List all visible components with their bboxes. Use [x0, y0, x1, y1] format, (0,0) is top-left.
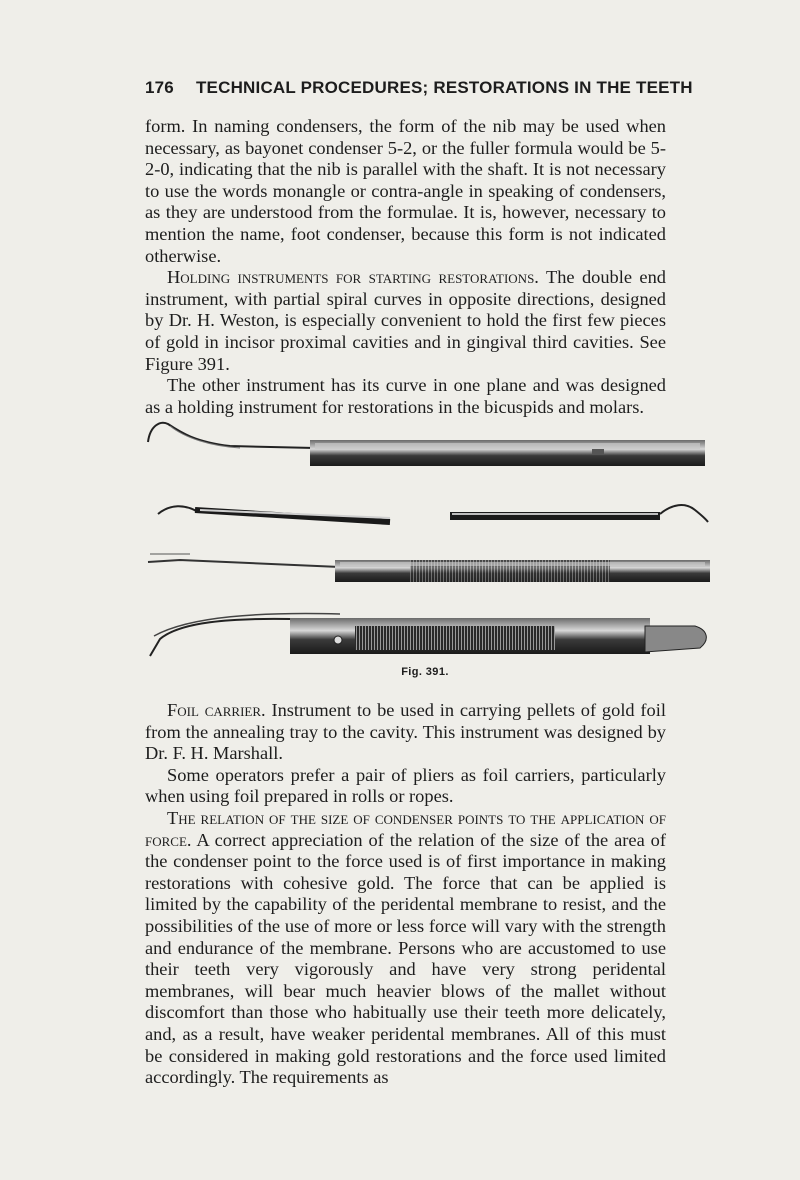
instrument-3 [148, 554, 710, 582]
figure-caption: Fig. 391. [401, 666, 449, 678]
text-block-bottom [145, 700, 666, 1089]
running-header [145, 78, 693, 98]
page-number: 176 [145, 78, 174, 97]
instrument-2 [158, 505, 708, 522]
paragraph-holding-instruments-body: The double end instrument, with partial spiral curves in opposite directions, designed by Dr. H. Weston, is especially convenient to hold the first few pieces of gold in incisor proximal cavities and in gingival third cavities. See Figure 391. [145, 267, 666, 374]
paragraph-condenser-force [145, 808, 666, 1089]
section-heading-foil-carrier: Foil carrier. [167, 700, 266, 720]
paragraph-foil-carrier [145, 700, 666, 765]
instrument-illustration [140, 404, 710, 659]
paragraph-holding-instruments [145, 267, 666, 375]
running-title: TECHNICAL PROCEDURES; RESTORATIONS IN THE TEETH [195, 78, 693, 97]
paragraph-other-instrument: The other instrument has its curve in one plane and was designed as a holding instrument for restorations in the bicuspids and molars. [145, 375, 666, 417]
text-block-top [145, 116, 666, 418]
instrument-4 [150, 614, 706, 656]
figure-391 [140, 404, 710, 684]
paragraph-foil-carrier-body: Instrument to be used in carrying pellets of gold foil from the annealing tray to the cavity. This instrument was designed by Dr. F. H. Marshall. [145, 700, 666, 764]
section-heading-holding-instruments: Holding instruments for starting restorations. [167, 267, 539, 288]
instrument-1 [148, 423, 705, 466]
paragraph-condenser-naming: form. In naming condensers, the form of the nib may be used when necessary, as bayonet condenser 5-2, or the fuller formula would be 5-2-0, indicating that the nib is parallel with the shaft. It is not necessary to use the words monangle or contra-angle in speaking of condensers, as they are understood from the formulae. It is, however, necessary to mention the name, foot condenser, because this form is not indicated otherwise. [145, 116, 666, 266]
paragraph-pliers: Some operators prefer a pair of pliers as foil carriers, particularly when using foil prepared in rolls or ropes. [145, 764, 666, 807]
section-heading-condenser-force: The relation of the size of condenser points to the application of force. [145, 807, 666, 850]
paragraph-condenser-force-body: A correct appreciation of the relation of the size of the area of the condenser point to the force used is of first importance in making restorations with cohesive gold. The force that can be applied is limited by the capability of the peridental membrane to resist, and the possibilities of the use of more or less force will vary with the strength and endurance of the membrane. Persons who are accustomed to use their teeth very vigorously and have very strong peridental membranes, will bear much heavier blows of the mallet without discomfort than those who habitually use their teeth more delicately, and, as a result, have weaker peridental membranes. All of this must be considered in making gold restorations and the force used limited accordingly. The requirements as [145, 829, 666, 1088]
